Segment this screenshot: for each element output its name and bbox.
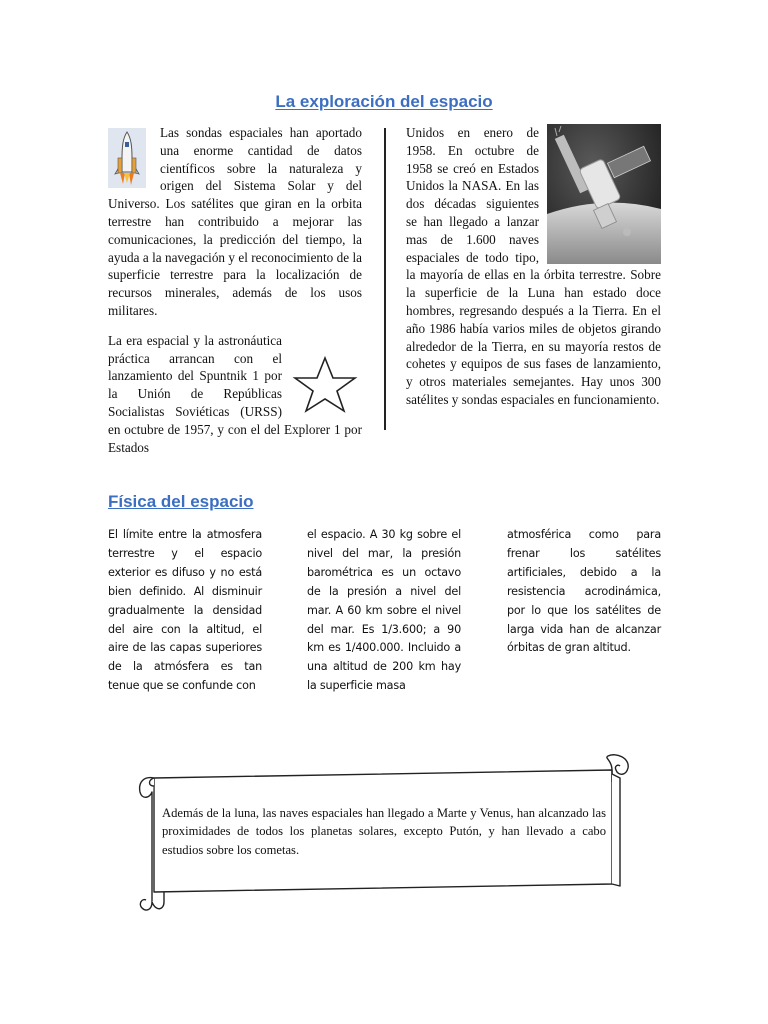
article-column-left <box>108 124 362 456</box>
paragraph-2 <box>108 332 362 457</box>
article-column-right <box>406 124 661 409</box>
paragraph-3-text: Unidos en enero de 1958. En octubre de 1958 se creó en Estados Unidos la NASA. En las dos décadas siguientes se han llegado a lanzar mas de 1.600 naves espaciales de todo tipo, la mayoría de ellas en la órbita terrestre. Sobre la superficie de la Luna han estado doce hombres, regresando después a la Tierra. En el año 1986 había varios miles de objetos girando alrededor de la Tierra, en su mayoría restos de cohetes y equipos de sus fases de lanzamiento, y otros materiales semejantes. Hay unos 300 satélites y sondas espaciales en funcionamiento. <box>406 125 661 407</box>
section-column-2-text: el espacio. A 30 kg sobre el nivel del mar, la presión barométrica es un octavo de la presión a nivel del mar. A 60 km sobre el nivel del mar. Es 1/3.600; a 90 km es 1/400.000. Incluido a una altitud de 200 km hay la superficie masa <box>307 528 461 693</box>
paragraph-1-text: Las sondas espaciales han aportado una enorme cantidad de datos científicos sobre la naturaleza y origen del Sistema Solar y del Universo. Los satélites que giran en la orbita terrestre han contribuido a mejorar las comunicaciones, la predicción del tiempo, la ayuda a la navegación y el reconocimiento de la superficie terrestre para la localización de recursos minerales, además de los usos militares. <box>108 125 362 318</box>
article-title: La exploración del espacio <box>275 92 493 111</box>
section-column-1 <box>108 526 262 696</box>
scroll-text: Además de la luna, las naves espaciales han llegado a Marte y Venus, han alcanzado las proximidades de todos los planetas solares, excepto Putón, y han llevado a cabo estudios sobre los cometas. <box>162 806 606 857</box>
star-outline-icon <box>290 354 360 414</box>
section-column-3 <box>507 526 661 658</box>
space-shuttle-icon <box>108 128 146 188</box>
paragraph-2-text: La era espacial y la astronáutica práctica arrancan con el lanzamiento del Spuntnik 1 por la Unión de Repúblicas Socialistas Soviéticas (URSS) en octubre de 1957, y con el del Explorer 1 por Estados <box>108 332 362 455</box>
column-divider <box>384 128 386 430</box>
satellite-photo <box>547 124 661 264</box>
paragraph-1 <box>108 124 362 320</box>
section-column-1-text: El límite entre la atmosfera terrestre y el espacio exterior es difuso y no está bien definido. Al disminuir gradualmente la densidad del aire con la altitud, el aire de las capas superiores de la atmósfera es tan tenue que se confunde con <box>108 528 262 693</box>
section-column-2 <box>307 526 461 696</box>
section-title: Física del espacio <box>108 492 254 511</box>
section-column-3-text: atmosférica como para frenar los satélites artificiales, debido a la resistencia acrodinámica, por lo que los satélites de larga vida han de alcanzar órbitas de gran altitud. <box>507 528 661 655</box>
